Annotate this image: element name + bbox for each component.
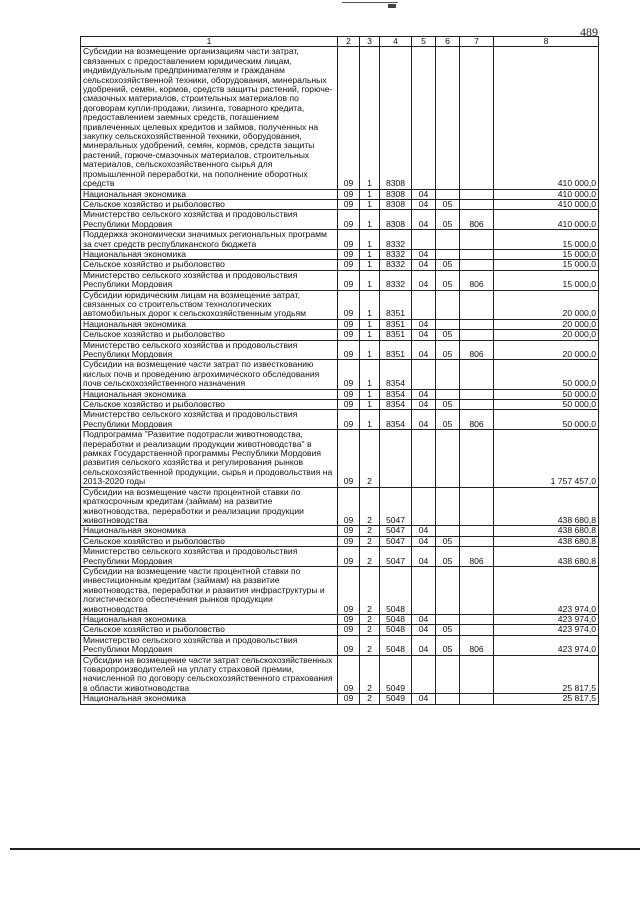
row-col-4: 5049 xyxy=(380,655,412,694)
row-col-7: 806 xyxy=(460,270,494,290)
row-col-5: 04 xyxy=(412,189,436,199)
row-col-3: 2 xyxy=(360,694,380,704)
row-col-3: 1 xyxy=(360,199,380,209)
row-amount: 438 680,8 xyxy=(494,487,599,526)
row-col-5 xyxy=(412,430,436,487)
row-name: Субсидии на возмещение организациям части затрат, связанных с предоставлением юридическим лицам, индивидуальным предпринимателям и гражданам сельскохозяйственной техники, оборудования, минеральных удобрений, семян, кормов, средств защиты растений, горюче-смазочных материалов, строительных материалов по договорам купли-продажи, лизинга, товарного кредита, предоставлением заемных средств, погашением привлеченных целевых кредитов и займов, полученных на закупку сельскохозяйственной техники, оборудования, минеральных удобрений, семян, кормов, средств защиты растений, горюче-смазочных материалов, строительных материалов, сельскохозяйственного сырья для промышленной переработки, на пополнение оборотных средств xyxy=(81,47,338,189)
row-col-5: 04 xyxy=(412,199,436,209)
row-col-6: 05 xyxy=(436,260,460,270)
table-row xyxy=(81,526,599,536)
row-col-5: 04 xyxy=(412,410,436,430)
row-col-5: 04 xyxy=(412,526,436,536)
row-col-7: 806 xyxy=(460,210,494,230)
page-number: 489 xyxy=(580,25,598,39)
row-col-3: 2 xyxy=(360,536,380,546)
row-col-6 xyxy=(436,249,460,259)
row-col-2: 09 xyxy=(338,547,360,567)
table-row xyxy=(81,260,599,270)
row-col-4: 8351 xyxy=(380,330,412,340)
row-col-6 xyxy=(436,430,460,487)
row-col-7 xyxy=(460,47,494,189)
row-amount: 15 000,0 xyxy=(494,230,599,250)
row-col-7: 806 xyxy=(460,635,494,655)
row-col-5: 04 xyxy=(412,319,436,329)
row-col-4: 8332 xyxy=(380,249,412,259)
row-col-6 xyxy=(436,360,460,389)
row-col-7 xyxy=(460,614,494,624)
row-col-5 xyxy=(412,47,436,189)
row-amount: 423 974,0 xyxy=(494,614,599,624)
row-col-7 xyxy=(460,694,494,704)
row-col-7 xyxy=(460,189,494,199)
row-col-5: 04 xyxy=(412,210,436,230)
row-col-7 xyxy=(460,430,494,487)
row-col-7: 806 xyxy=(460,547,494,567)
row-col-5: 04 xyxy=(412,614,436,624)
row-name: Подпрограмма "Развитие подотрасли животноводства, переработки и реализации продукции животноводства" в рамках Государственной программы Республики Мордовия развития сельского хозяйства и регулирования рынков сельскохозяйственной продукции, сырья и продовольствия на 2013-2020 годы xyxy=(81,430,338,487)
row-col-6 xyxy=(436,487,460,526)
row-col-3: 2 xyxy=(360,526,380,536)
row-col-5: 04 xyxy=(412,694,436,704)
row-col-6: 05 xyxy=(436,270,460,290)
row-name: Сельское хозяйство и рыболовство xyxy=(81,536,338,546)
row-col-4: 5047 xyxy=(380,526,412,536)
row-col-6: 05 xyxy=(436,199,460,209)
row-col-2: 09 xyxy=(338,199,360,209)
row-col-2: 09 xyxy=(338,360,360,389)
row-amount: 410 000,0 xyxy=(494,189,599,199)
row-name: Субсидии на возмещение части процентной ставки по краткосрочным кредитам (займам) на развитие животноводства, переработки и реализации продукции животноводства xyxy=(81,487,338,526)
row-name: Национальная экономика xyxy=(81,389,338,399)
row-col-4: 8354 xyxy=(380,360,412,389)
row-col-3: 2 xyxy=(360,655,380,694)
row-col-2: 09 xyxy=(338,487,360,526)
table-row xyxy=(81,47,599,189)
row-col-2: 09 xyxy=(338,389,360,399)
table-row xyxy=(81,566,599,614)
budget-table xyxy=(80,36,599,705)
row-col-2: 09 xyxy=(338,625,360,635)
row-amount: 20 000,0 xyxy=(494,330,599,340)
scan-artifact-top-mark xyxy=(388,4,396,8)
row-col-4: 8351 xyxy=(380,290,412,319)
page-bottom-rule xyxy=(10,848,640,850)
row-col-6 xyxy=(436,290,460,319)
row-name: Сельское хозяйство и рыболовство xyxy=(81,330,338,340)
table-row xyxy=(81,330,599,340)
row-col-7 xyxy=(460,566,494,614)
row-col-4: 8351 xyxy=(380,340,412,360)
row-col-7 xyxy=(460,400,494,410)
row-amount: 50 000,0 xyxy=(494,360,599,389)
row-amount: 423 974,0 xyxy=(494,625,599,635)
row-col-5 xyxy=(412,230,436,250)
row-name: Министерство сельского хозяйства и продовольствия Республики Мордовия xyxy=(81,340,338,360)
row-col-7: 806 xyxy=(460,410,494,430)
row-col-5: 04 xyxy=(412,260,436,270)
header-col-5: 5 xyxy=(412,37,436,47)
row-col-3: 1 xyxy=(360,270,380,290)
row-col-6 xyxy=(436,614,460,624)
row-col-5: 04 xyxy=(412,340,436,360)
row-col-4 xyxy=(380,430,412,487)
row-col-4: 8332 xyxy=(380,260,412,270)
row-name: Сельское хозяйство и рыболовство xyxy=(81,199,338,209)
row-col-5: 04 xyxy=(412,400,436,410)
row-col-6: 05 xyxy=(436,547,460,567)
row-col-3: 1 xyxy=(360,360,380,389)
row-col-6 xyxy=(436,47,460,189)
row-col-6: 05 xyxy=(436,625,460,635)
row-col-2: 09 xyxy=(338,290,360,319)
row-col-2: 09 xyxy=(338,536,360,546)
row-col-2: 09 xyxy=(338,230,360,250)
row-name: Министерство сельского хозяйства и продовольствия Республики Мордовия xyxy=(81,635,338,655)
row-col-3: 2 xyxy=(360,635,380,655)
row-col-2: 09 xyxy=(338,189,360,199)
row-col-6: 05 xyxy=(436,410,460,430)
table-row xyxy=(81,430,599,487)
row-name: Министерство сельского хозяйства и продовольствия Республики Мордовия xyxy=(81,410,338,430)
row-col-6 xyxy=(436,319,460,329)
row-col-5: 04 xyxy=(412,249,436,259)
row-amount: 25 817,5 xyxy=(494,655,599,694)
row-col-4: 5047 xyxy=(380,487,412,526)
row-name: Национальная экономика xyxy=(81,694,338,704)
row-col-6: 05 xyxy=(436,210,460,230)
table-row xyxy=(81,400,599,410)
row-col-5 xyxy=(412,655,436,694)
row-col-2: 09 xyxy=(338,430,360,487)
row-col-5 xyxy=(412,290,436,319)
row-col-6 xyxy=(436,655,460,694)
table-body xyxy=(81,47,599,704)
row-col-4: 8308 xyxy=(380,189,412,199)
row-name: Субсидии на возмещение части затрат по известкованию кислых почв и проведению агрохимического обследования почв сельскохозяйственного назначения xyxy=(81,360,338,389)
row-name: Поддержка экономически значимых региональных программ за счет средств республиканского бюджета xyxy=(81,230,338,250)
row-amount: 50 000,0 xyxy=(494,410,599,430)
row-col-5: 04 xyxy=(412,547,436,567)
table-row xyxy=(81,270,599,290)
table-row xyxy=(81,210,599,230)
row-col-2: 09 xyxy=(338,319,360,329)
row-col-3: 1 xyxy=(360,260,380,270)
row-col-2: 09 xyxy=(338,340,360,360)
table-row xyxy=(81,635,599,655)
row-col-2: 09 xyxy=(338,566,360,614)
row-col-3: 1 xyxy=(360,210,380,230)
row-col-5: 04 xyxy=(412,389,436,399)
table-row xyxy=(81,547,599,567)
row-name: Сельское хозяйство и рыболовство xyxy=(81,625,338,635)
table-row xyxy=(81,536,599,546)
row-col-4: 5048 xyxy=(380,566,412,614)
row-col-2: 09 xyxy=(338,614,360,624)
row-name: Национальная экономика xyxy=(81,319,338,329)
row-col-5: 04 xyxy=(412,625,436,635)
row-col-2: 09 xyxy=(338,694,360,704)
row-col-7 xyxy=(460,199,494,209)
table-row xyxy=(81,189,599,199)
table-row xyxy=(81,655,599,694)
header-col-4: 4 xyxy=(380,37,412,47)
row-name: Сельское хозяйство и рыболовство xyxy=(81,260,338,270)
row-col-4: 5049 xyxy=(380,694,412,704)
row-col-6: 05 xyxy=(436,635,460,655)
row-col-6: 05 xyxy=(436,330,460,340)
row-col-2: 09 xyxy=(338,400,360,410)
row-col-3: 1 xyxy=(360,330,380,340)
row-col-4: 5047 xyxy=(380,547,412,567)
row-col-3: 2 xyxy=(360,430,380,487)
row-col-4: 5048 xyxy=(380,614,412,624)
row-col-7 xyxy=(460,230,494,250)
row-col-7 xyxy=(460,536,494,546)
row-amount: 438 680,8 xyxy=(494,536,599,546)
row-col-4: 5048 xyxy=(380,625,412,635)
row-col-4: 8332 xyxy=(380,230,412,250)
row-amount: 438 680,8 xyxy=(494,526,599,536)
row-col-5: 04 xyxy=(412,330,436,340)
table-row xyxy=(81,290,599,319)
row-col-2: 09 xyxy=(338,410,360,430)
row-col-2: 09 xyxy=(338,47,360,189)
row-name: Министерство сельского хозяйства и продовольствия Республики Мордовия xyxy=(81,210,338,230)
table-row xyxy=(81,230,599,250)
row-amount: 20 000,0 xyxy=(494,319,599,329)
row-col-2: 09 xyxy=(338,270,360,290)
row-col-5 xyxy=(412,487,436,526)
row-col-7 xyxy=(460,360,494,389)
row-col-6 xyxy=(436,526,460,536)
row-col-4: 5047 xyxy=(380,536,412,546)
row-name: Субсидии на возмещение части затрат сельскохозяйственных товаропроизводителей на уплату страховой премии, начисленной по договору сельскохозяйственного страхования в области животноводства xyxy=(81,655,338,694)
row-amount: 50 000,0 xyxy=(494,400,599,410)
table-row xyxy=(81,487,599,526)
row-amount: 50 000,0 xyxy=(494,389,599,399)
row-col-7 xyxy=(460,319,494,329)
row-amount: 410 000,0 xyxy=(494,47,599,189)
row-col-3: 1 xyxy=(360,230,380,250)
row-name: Субсидии на возмещение части процентной ставки по инвестиционным кредитам (займам) на развитие животноводства, переработки и развития инфраструктуры и логистического обеспечения рынков продукции животноводства xyxy=(81,566,338,614)
row-amount: 1 757 457,0 xyxy=(494,430,599,487)
table-row xyxy=(81,614,599,624)
row-col-2: 09 xyxy=(338,249,360,259)
row-name: Министерство сельского хозяйства и продовольствия Республики Мордовия xyxy=(81,270,338,290)
row-col-4: 8308 xyxy=(380,199,412,209)
row-col-3: 1 xyxy=(360,400,380,410)
row-col-4: 8308 xyxy=(380,210,412,230)
row-col-3: 1 xyxy=(360,410,380,430)
row-amount: 25 817,5 xyxy=(494,694,599,704)
table-row xyxy=(81,319,599,329)
row-name: Национальная экономика xyxy=(81,526,338,536)
row-col-3: 1 xyxy=(360,319,380,329)
table-row xyxy=(81,199,599,209)
table-row xyxy=(81,625,599,635)
row-col-3: 2 xyxy=(360,487,380,526)
row-amount: 410 000,0 xyxy=(494,210,599,230)
row-col-7 xyxy=(460,389,494,399)
row-col-2: 09 xyxy=(338,655,360,694)
row-col-2: 09 xyxy=(338,635,360,655)
header-col-8: 8 xyxy=(494,37,599,47)
row-col-7 xyxy=(460,526,494,536)
row-col-2: 09 xyxy=(338,260,360,270)
row-col-4: 8354 xyxy=(380,400,412,410)
row-amount: 423 974,0 xyxy=(494,566,599,614)
row-col-3: 1 xyxy=(360,249,380,259)
header-col-7: 7 xyxy=(460,37,494,47)
row-col-3: 1 xyxy=(360,290,380,319)
row-name: Министерство сельского хозяйства и продовольствия Республики Мордовия xyxy=(81,547,338,567)
row-col-6 xyxy=(436,694,460,704)
table-row xyxy=(81,410,599,430)
row-col-7 xyxy=(460,330,494,340)
row-col-7 xyxy=(460,260,494,270)
row-col-2: 09 xyxy=(338,330,360,340)
row-col-6: 05 xyxy=(436,536,460,546)
row-amount: 20 000,0 xyxy=(494,290,599,319)
row-amount: 438 680,8 xyxy=(494,547,599,567)
table-row xyxy=(81,389,599,399)
table-row xyxy=(81,340,599,360)
row-col-7 xyxy=(460,625,494,635)
row-col-3: 1 xyxy=(360,340,380,360)
row-col-5 xyxy=(412,360,436,389)
table-header-row xyxy=(81,37,599,47)
row-col-3: 2 xyxy=(360,566,380,614)
row-amount: 15 000,0 xyxy=(494,249,599,259)
row-col-2: 09 xyxy=(338,526,360,536)
row-amount: 410 000,0 xyxy=(494,199,599,209)
row-amount: 423 974,0 xyxy=(494,635,599,655)
row-col-3: 1 xyxy=(360,47,380,189)
row-col-3: 2 xyxy=(360,625,380,635)
table-row xyxy=(81,360,599,389)
row-col-7 xyxy=(460,487,494,526)
row-col-6 xyxy=(436,189,460,199)
row-name: Национальная экономика xyxy=(81,189,338,199)
row-col-7 xyxy=(460,655,494,694)
row-col-7: 806 xyxy=(460,340,494,360)
row-col-6: 05 xyxy=(436,340,460,360)
row-col-4: 8354 xyxy=(380,410,412,430)
row-amount: 15 000,0 xyxy=(494,270,599,290)
row-col-4: 8332 xyxy=(380,270,412,290)
row-col-4: 8351 xyxy=(380,319,412,329)
row-amount: 20 000,0 xyxy=(494,340,599,360)
row-col-5: 04 xyxy=(412,635,436,655)
row-col-3: 2 xyxy=(360,547,380,567)
row-col-4: 8354 xyxy=(380,389,412,399)
row-col-4: 8308 xyxy=(380,47,412,189)
row-col-7 xyxy=(460,290,494,319)
row-col-2: 09 xyxy=(338,210,360,230)
row-name: Субсидии юридическим лицам на возмещение затрат, связанных со строительством технологических автомобильных дорог к сельскохозяйственным угодьям xyxy=(81,290,338,319)
header-col-3: 3 xyxy=(360,37,380,47)
row-col-5 xyxy=(412,566,436,614)
row-col-6 xyxy=(436,389,460,399)
table-row xyxy=(81,694,599,704)
row-col-3: 1 xyxy=(360,389,380,399)
row-col-7 xyxy=(460,249,494,259)
header-col-1: 1 xyxy=(81,37,338,47)
row-name: Сельское хозяйство и рыболовство xyxy=(81,400,338,410)
header-col-6: 6 xyxy=(436,37,460,47)
row-col-6 xyxy=(436,566,460,614)
row-name: Национальная экономика xyxy=(81,249,338,259)
row-col-6 xyxy=(436,230,460,250)
row-col-4: 5048 xyxy=(380,635,412,655)
row-col-3: 1 xyxy=(360,189,380,199)
header-col-2: 2 xyxy=(338,37,360,47)
row-col-5: 04 xyxy=(412,536,436,546)
row-name: Национальная экономика xyxy=(81,614,338,624)
row-amount: 15 000,0 xyxy=(494,260,599,270)
row-col-5: 04 xyxy=(412,270,436,290)
row-col-6: 05 xyxy=(436,400,460,410)
row-col-3: 2 xyxy=(360,614,380,624)
table-row xyxy=(81,249,599,259)
